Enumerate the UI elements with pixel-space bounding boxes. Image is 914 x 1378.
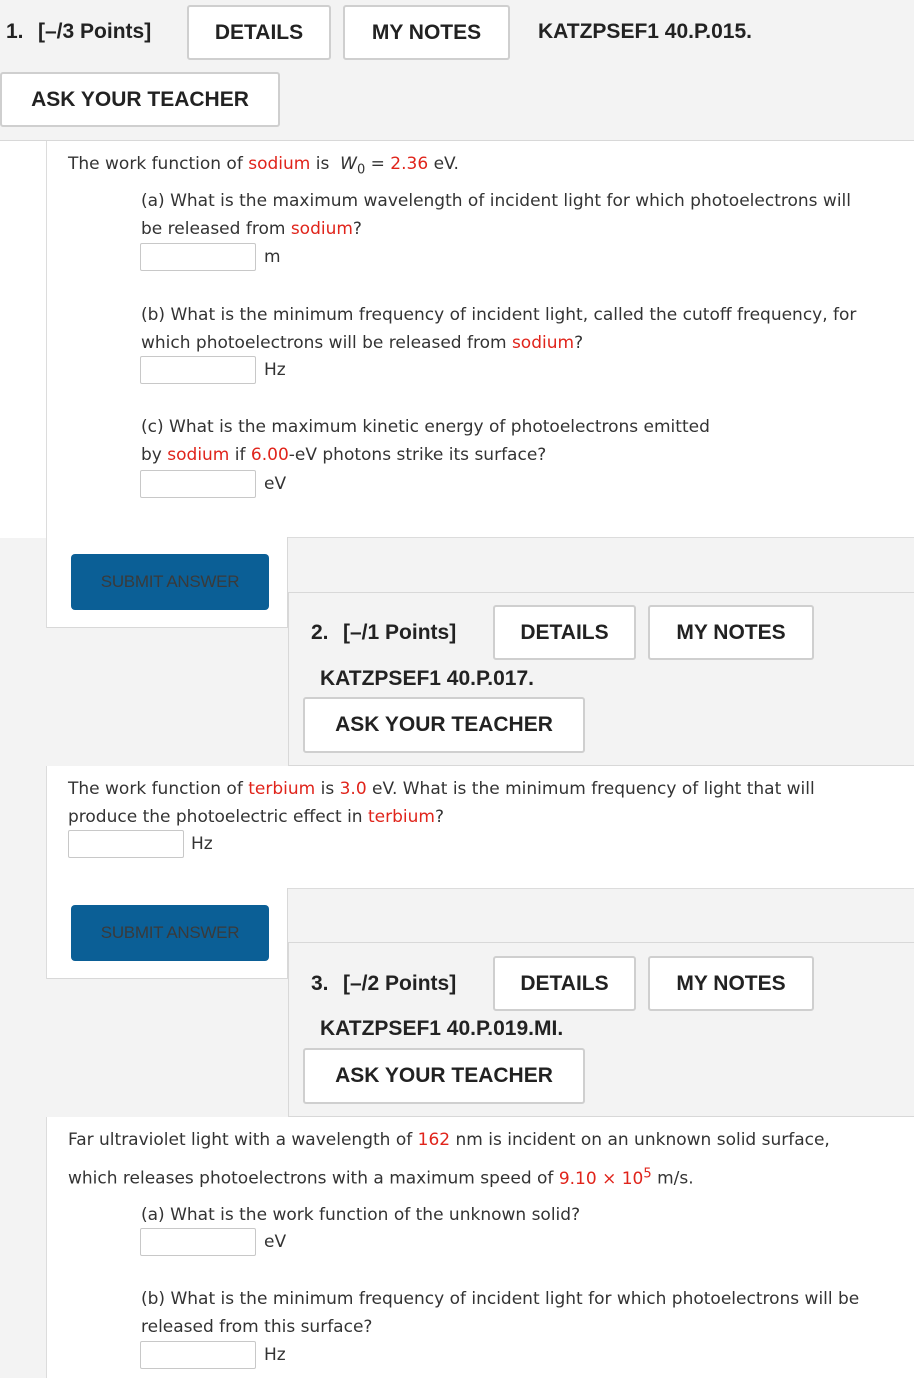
q3a-answer-input[interactable]	[140, 1228, 256, 1256]
q1-intro: The work function of sodium is $W_0 = 2.36$ eV.	[68, 154, 459, 178]
q1c-answer-input[interactable]	[140, 470, 256, 498]
q3-my-notes-button[interactable]: MY NOTES	[648, 956, 814, 1011]
q1-points: [–/3 Points]	[38, 20, 152, 43]
q2-submit-button[interactable]: SUBMIT ANSWER	[71, 905, 269, 961]
q2-text: The work function of terbium is 3.0 eV. What is the minimum frequency of light that will produce the photoelectric effect in terbium?	[68, 779, 815, 827]
q3a-text: (a) What is the work function of the unknown solid?	[141, 1205, 581, 1225]
q1-number: 1.	[6, 20, 24, 43]
q3-points: [–/2 Points]	[343, 972, 457, 995]
q1-ask-teacher-button[interactable]: ASK YOUR TEACHER	[0, 72, 280, 127]
q1a-unit: m	[264, 247, 281, 267]
q1-code: KATZPSEF1 40.P.015.	[538, 20, 752, 43]
q1b-answer-input[interactable]	[140, 356, 256, 384]
q3-code: KATZPSEF1 40.P.019.MI.	[320, 1017, 564, 1040]
q3-number: 3.	[311, 972, 329, 995]
q2-number: 2.	[311, 621, 329, 644]
q2-unit: Hz	[191, 834, 213, 854]
q1a-text: (a) What is the maximum wavelength of incident light for which photoelectrons will be released from sodium?	[141, 191, 851, 239]
q3-left-border	[46, 1117, 47, 1378]
q1b-text: (b) What is the minimum frequency of incident light, called the cutoff frequency, for which photoelectrons will be released from sodium?	[141, 305, 857, 353]
q2-ask-teacher-button[interactable]: ASK YOUR TEACHER	[303, 697, 585, 753]
q3b-text: (b) What is the minimum frequency of incident light for which photoelectrons will be released from this surface?	[141, 1289, 860, 1337]
q3b-unit: Hz	[264, 1345, 286, 1365]
q1-details-button[interactable]: DETAILS	[187, 5, 331, 60]
q3-details-button[interactable]: DETAILS	[493, 956, 636, 1011]
q3-ask-teacher-button[interactable]: ASK YOUR TEACHER	[303, 1048, 585, 1104]
q2-points: [–/1 Points]	[343, 621, 457, 644]
q2-answer-input[interactable]	[68, 830, 184, 858]
q1c-unit: eV	[264, 474, 287, 494]
q1a-answer-input[interactable]	[140, 243, 256, 271]
q3-text: Far ultraviolet light with a wavelength of 162 nm is incident on an unknown solid surface, which releases photoelectrons with a maximum speed of $9.10 \times 10^5$ m/s.	[68, 1130, 830, 1189]
q2-code: KATZPSEF1 40.P.017.	[320, 667, 534, 690]
q2-my-notes-button[interactable]: MY NOTES	[648, 605, 814, 660]
q1b-unit: Hz	[264, 360, 286, 380]
q1-my-notes-button[interactable]: MY NOTES	[343, 5, 510, 60]
q1c-text: (c) What is the maximum kinetic energy of photoelectrons emitted by sodium if 6.00-eV photons strike its surface?	[141, 417, 710, 465]
q3b-answer-input[interactable]	[140, 1341, 256, 1369]
q2-divider	[288, 888, 914, 889]
q1-submit-button[interactable]: SUBMIT ANSWER	[71, 554, 269, 610]
q1-divider	[288, 537, 914, 538]
q3a-unit: eV	[264, 1232, 287, 1252]
q2-details-button[interactable]: DETAILS	[493, 605, 636, 660]
